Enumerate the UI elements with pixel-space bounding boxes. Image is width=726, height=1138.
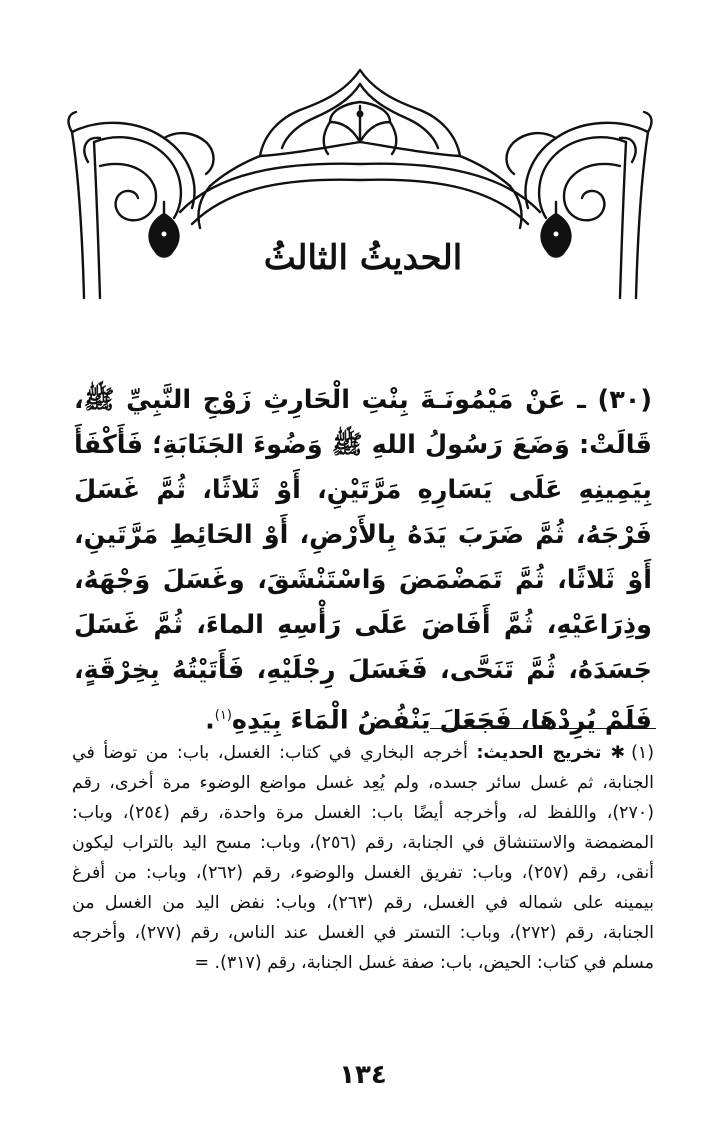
page-number: ١٣٤ — [339, 1060, 387, 1090]
footnote-heading: ✱ تخريج الحديث: — [476, 743, 626, 763]
footnote-reference: (١) — [214, 708, 232, 723]
footnote-number: (١) — [631, 743, 655, 763]
chapter-title: الحديثُ الثالثُ — [263, 238, 463, 278]
footnote-text: أخرجه البخاري في كتاب: الغسل، باب: من توضأ في الجنابة، ثم غسل سائر جسده، ولم يُعِد غسل مواضع الوضوء مرة أخرى، رقم (٢٧٠)، واللفظ له، وأخرجه أيضًا باب: الغسل مرة واحدة، رقم (٢٥٤)، وباب: المضمضة والاستنشاق في الجنابة، رقم (٢٥٦)، وباب: مسح اليد بالتراب ليكون أنقى، رقم (٢٥٧)، وباب: تفريق الغسل والوضوء، رقم (٢٦٢)، وباب: من أفرغ بيمينه على شماله في الغسل، رقم (٢٦٣)، وباب: نفض اليد من الغسل من الجنابة، رقم (٢٧٢)، وباب: التستر في الغسل عند الناس، رقم (٢٧٧)، وأخرجه مسلم في كتاب: الحيض، باب: صفة غسل الجنابة، رقم (٣١٧). — [72, 743, 655, 973]
end-mark: . — [205, 705, 215, 736]
footnote-continuation-mark: = — [194, 953, 210, 973]
hadith-paragraph — [74, 378, 652, 744]
footnote — [72, 738, 654, 978]
hadith-text: (٣٠) ـ عَنْ مَيْمُونَـةَ بِنْتِ الْحَارِثِ زَوْجِ النَّبِيِّ ﷺ، قَالَتْ: وَضَعَ رَسُولُ اللهِ ﷺ وَضُوءَ الجَنَابَةِ؛ فَأَكْفَأَ بِيَمِينِهِ عَلَى يَسَارِهِ مَرَّتَيْنِ، أَوْ ثَلاثًا، ثُمَّ غَسَلَ فَرْجَهُ، ثُمَّ ضَرَبَ يَدَهُ بِالأَرْضِ، أَوْ الحَائِطِ مَرَّتَينِ، أَوْ ثَلاثًا، ثُمَّ تَمَضْمَضَ وَاسْتَنْشَقَ، وغَسَلَ وَجْهَهُ، وذِرَاعَيْهِ، ثُمَّ أَفَاضَ عَلَى رَأْسِهِ الماءَ، ثُمَّ غَسَلَ جَسَدَهُ، ثُمَّ تَنَحَّى، فَغَسَلَ رِجْلَيْهِ، فَأَتَيْتُهُ بِخِرْقَةٍ، فَلَمْ يُرِدْهَا، فَجَعَلَ يَنْفُضُ الْمَاءَ بِيَدِهِ — [74, 385, 652, 736]
hadith-body — [74, 378, 652, 744]
footnote-paragraph — [72, 738, 654, 978]
footnote-divider — [430, 728, 656, 729]
